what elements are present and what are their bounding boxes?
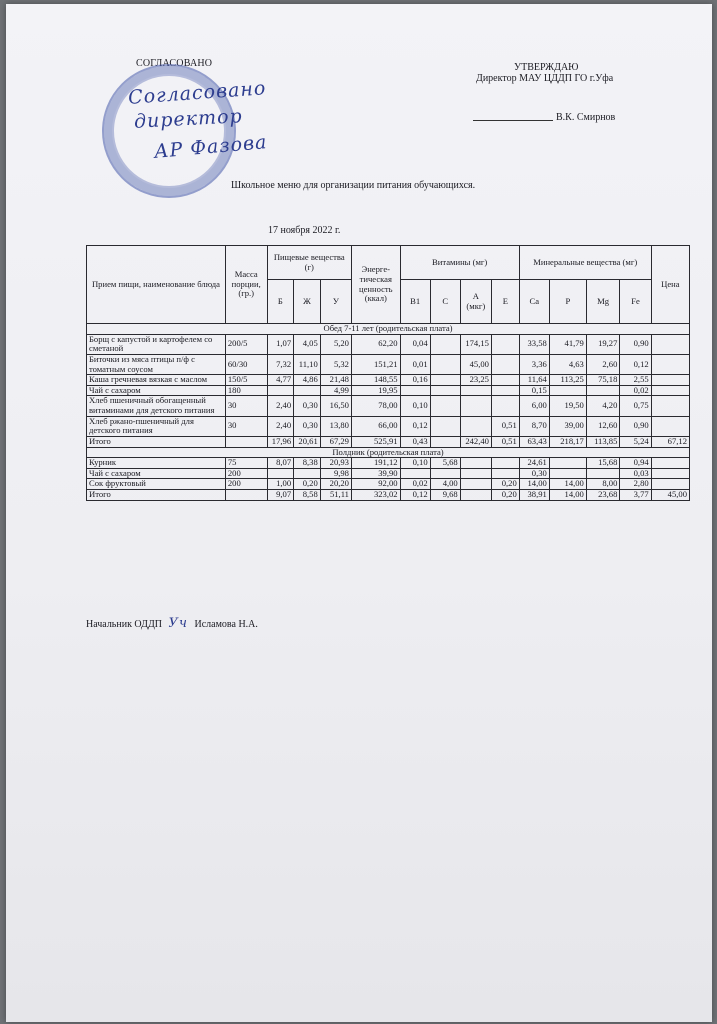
table-cell: 75	[225, 458, 267, 469]
table-cell: 11,64	[519, 375, 549, 386]
table-cell: 38,91	[519, 490, 549, 501]
table-cell: 2,40	[267, 396, 294, 416]
table-cell: 45,00	[651, 490, 689, 501]
table-cell	[460, 385, 491, 396]
header-ca: Са	[519, 280, 549, 324]
table-cell	[491, 334, 519, 354]
table-cell	[651, 468, 689, 479]
header-vit-c: С	[430, 280, 460, 324]
table-cell: 0,51	[491, 436, 519, 447]
table-cell	[430, 334, 460, 354]
table-cell: 8,38	[294, 458, 321, 469]
header-energy: Энерге-тическая ценность (ккал)	[351, 246, 400, 324]
table-cell: 30	[225, 396, 267, 416]
table-cell: 0,01	[400, 354, 430, 374]
menu-table	[86, 245, 690, 501]
table-cell: 200	[225, 468, 267, 479]
table-cell: 75,18	[586, 375, 620, 386]
table-cell	[491, 375, 519, 386]
table-cell	[586, 385, 620, 396]
table-cell: 4,77	[267, 375, 294, 386]
table-row	[87, 416, 690, 436]
table-cell	[491, 354, 519, 374]
table-cell: 30	[225, 416, 267, 436]
table-cell: 39,90	[351, 468, 400, 479]
table-cell: 0,16	[400, 375, 430, 386]
handwritten-signature: Согласовано	[127, 77, 268, 109]
table-cell	[491, 458, 519, 469]
header-meal: Прием пищи, наименование блюда	[87, 246, 226, 324]
dish-name: Итого	[87, 490, 226, 501]
table-cell	[430, 436, 460, 447]
table-cell: 1,00	[267, 479, 294, 490]
table-cell: 0,03	[620, 468, 651, 479]
table-cell: 92,00	[351, 479, 400, 490]
footer-signer-name: Исламова Н.А.	[194, 619, 258, 630]
table-cell: 148,55	[351, 375, 400, 386]
table-cell	[651, 375, 689, 386]
table-cell: 218,17	[549, 436, 586, 447]
table-cell	[460, 468, 491, 479]
header-nutrients: Пищевые вещества (г)	[267, 246, 351, 280]
table-cell: 78,00	[351, 396, 400, 416]
table-cell: 60/30	[225, 354, 267, 374]
table-cell: 0,04	[400, 334, 430, 354]
table-cell: 0,30	[519, 468, 549, 479]
table-cell	[225, 490, 267, 501]
table-row	[87, 490, 690, 501]
table-cell: 11,10	[294, 354, 321, 374]
header-p: Р	[549, 280, 586, 324]
table-cell: 4,63	[549, 354, 586, 374]
table-cell: 0,43	[400, 436, 430, 447]
table-cell: 0,20	[491, 479, 519, 490]
table-cell	[430, 416, 460, 436]
table-cell: 113,85	[586, 436, 620, 447]
document-date: 17 ноября 2022 г.	[268, 225, 341, 236]
table-cell: 0,02	[400, 479, 430, 490]
table-cell: 41,79	[549, 334, 586, 354]
table-cell: 0,20	[294, 479, 321, 490]
table-cell: 14,00	[549, 490, 586, 501]
table-cell: 7,32	[267, 354, 294, 374]
table-cell: 5,24	[620, 436, 651, 447]
table-cell: 19,50	[549, 396, 586, 416]
table-cell: 19,95	[351, 385, 400, 396]
table-row	[87, 436, 690, 447]
table-cell: 51,11	[320, 490, 351, 501]
table-row	[87, 334, 690, 354]
dish-name: Хлеб пшеничный обогащенный витаминами для детского питания	[87, 396, 226, 416]
table-cell: 0,02	[620, 385, 651, 396]
table-cell: 9,07	[267, 490, 294, 501]
table-cell: 0,30	[294, 416, 321, 436]
table-cell	[430, 385, 460, 396]
dish-name: Каша гречневая вязкая с маслом	[87, 375, 226, 386]
table-cell: 14,00	[549, 479, 586, 490]
table-cell: 242,40	[460, 436, 491, 447]
table-cell: 323,02	[351, 490, 400, 501]
table-cell: 113,25	[549, 375, 586, 386]
table-cell: 2,55	[620, 375, 651, 386]
table-cell: 0,90	[620, 416, 651, 436]
table-cell: 8,70	[519, 416, 549, 436]
table-row	[87, 375, 690, 386]
table-cell: 0,20	[491, 490, 519, 501]
header-vitamins: Витамины (мг)	[400, 246, 519, 280]
table-cell: 4,86	[294, 375, 321, 386]
table-cell: 5,32	[320, 354, 351, 374]
table-cell: 4,20	[586, 396, 620, 416]
table-row	[87, 458, 690, 469]
header-fe: Fe	[620, 280, 651, 324]
section-title: Обед 7-11 лет (родительская плата)	[87, 324, 690, 335]
table-cell: 16,50	[320, 396, 351, 416]
table-cell: 9,68	[430, 490, 460, 501]
header-minerals: Минеральные вещества (мг)	[519, 246, 651, 280]
footer-handwritten-signature: Уч	[168, 616, 188, 631]
table-cell: 19,27	[586, 334, 620, 354]
table-cell: 2,80	[620, 479, 651, 490]
document-page	[6, 4, 712, 1022]
table-cell	[430, 396, 460, 416]
table-cell	[400, 468, 430, 479]
table-cell: 0,75	[620, 396, 651, 416]
table-row	[87, 385, 690, 396]
approval-right-label: УТВЕРЖДАЮ	[514, 62, 579, 73]
dish-name: Борщ с капустой и картофелем со сметаной	[87, 334, 226, 354]
dish-name: Хлеб ржано-пшеничный для детского питания	[87, 416, 226, 436]
table-cell	[651, 416, 689, 436]
table-cell: 0,15	[519, 385, 549, 396]
table-cell	[294, 468, 321, 479]
table-cell	[267, 385, 294, 396]
table-cell: 14,00	[519, 479, 549, 490]
header-mass: Масса порции, (гр.)	[225, 246, 267, 324]
table-cell: 0,30	[294, 396, 321, 416]
table-cell	[651, 354, 689, 374]
table-cell: 525,91	[351, 436, 400, 447]
table-cell: 0,90	[620, 334, 651, 354]
table-cell: 67,12	[651, 436, 689, 447]
table-cell	[651, 458, 689, 469]
table-cell	[294, 385, 321, 396]
table-cell: 17,96	[267, 436, 294, 447]
dish-name: Сок фруктовый	[87, 479, 226, 490]
table-cell: 151,21	[351, 354, 400, 374]
table-row	[87, 354, 690, 374]
table-cell	[549, 468, 586, 479]
table-cell	[651, 334, 689, 354]
table-cell: 8,00	[586, 479, 620, 490]
table-cell: 3,77	[620, 490, 651, 501]
table-cell: 6,00	[519, 396, 549, 416]
table-cell	[460, 458, 491, 469]
table-cell	[460, 490, 491, 501]
table-cell	[491, 385, 519, 396]
dish-name: Курник	[87, 458, 226, 469]
table-cell: 0,94	[620, 458, 651, 469]
dish-name: Биточки из мяса птицы п/ф с томатным соусом	[87, 354, 226, 374]
table-cell: 9,98	[320, 468, 351, 479]
table-cell	[586, 468, 620, 479]
table-cell	[225, 436, 267, 447]
table-cell: 0,12	[400, 416, 430, 436]
table-cell: 8,58	[294, 490, 321, 501]
table-cell	[430, 354, 460, 374]
table-cell: 174,15	[460, 334, 491, 354]
table-cell: 200	[225, 479, 267, 490]
table-cell	[491, 468, 519, 479]
table-cell: 33,58	[519, 334, 549, 354]
approval-left-label: СОГЛАСОВАНО	[136, 58, 213, 69]
table-cell: 4,00	[430, 479, 460, 490]
table-cell: 0,12	[400, 490, 430, 501]
table-cell: 66,00	[351, 416, 400, 436]
menu-table-body	[87, 324, 690, 501]
table-cell: 21,48	[320, 375, 351, 386]
section-row	[87, 324, 690, 335]
table-cell	[549, 458, 586, 469]
table-cell: 20,20	[320, 479, 351, 490]
table-cell: 4,99	[320, 385, 351, 396]
table-cell	[460, 479, 491, 490]
signature-line	[473, 120, 553, 121]
table-cell	[491, 396, 519, 416]
table-cell: 5,68	[430, 458, 460, 469]
header-fat: Ж	[294, 280, 321, 324]
table-cell: 4,05	[294, 334, 321, 354]
table-cell: 8,07	[267, 458, 294, 469]
table-cell: 2,40	[267, 416, 294, 436]
table-cell: 24,61	[519, 458, 549, 469]
handwritten-signature: АР Фазова	[153, 131, 269, 163]
header-vit-b1: В1	[400, 280, 430, 324]
table-cell: 20,61	[294, 436, 321, 447]
handwritten-signature: директор	[133, 105, 244, 133]
table-cell: 13,80	[320, 416, 351, 436]
table-cell: 63,43	[519, 436, 549, 447]
approver-position: Директор МАУ ЦДДП ГО г.Уфа	[476, 73, 614, 84]
table-cell: 3,36	[519, 354, 549, 374]
header-carbs: У	[320, 280, 351, 324]
table-cell: 0,51	[491, 416, 519, 436]
table-row	[87, 396, 690, 416]
header-vit-a: А (мкг)	[460, 280, 491, 324]
footer-signature	[86, 616, 258, 631]
section-title: Полдник (родительская плата)	[87, 447, 690, 458]
table-cell	[430, 468, 460, 479]
table-cell	[651, 396, 689, 416]
table-cell: 23,25	[460, 375, 491, 386]
table-cell	[460, 396, 491, 416]
table-cell: 12,60	[586, 416, 620, 436]
table-row	[87, 479, 690, 490]
table-cell: 200/5	[225, 334, 267, 354]
table-cell	[267, 468, 294, 479]
document-title: Школьное меню для организации питания обучающихся.	[231, 180, 476, 191]
table-cell: 67,29	[320, 436, 351, 447]
table-cell: 150/5	[225, 375, 267, 386]
header-vit-e: Е	[491, 280, 519, 324]
table-cell	[430, 375, 460, 386]
approver-name: В.К. Смирнов	[556, 112, 616, 123]
table-cell: 180	[225, 385, 267, 396]
table-cell	[651, 385, 689, 396]
dish-name: Чай с сахаром	[87, 385, 226, 396]
table-cell: 0,10	[400, 396, 430, 416]
header-mg: Mg	[586, 280, 620, 324]
table-cell: 45,00	[460, 354, 491, 374]
table-cell: 0,12	[620, 354, 651, 374]
dish-name: Чай с сахаром	[87, 468, 226, 479]
footer-position: Начальник ОДДП	[86, 619, 163, 630]
section-row	[87, 447, 690, 458]
table-cell: 0,10	[400, 458, 430, 469]
table-cell	[460, 416, 491, 436]
table-cell: 39,00	[549, 416, 586, 436]
table-cell: 23,68	[586, 490, 620, 501]
table-cell: 15,68	[586, 458, 620, 469]
table-cell: 2,60	[586, 354, 620, 374]
table-cell	[549, 385, 586, 396]
table-cell	[651, 479, 689, 490]
table-cell: 62,20	[351, 334, 400, 354]
header-price: Цена	[651, 246, 689, 324]
table-cell: 1,07	[267, 334, 294, 354]
table-row	[87, 468, 690, 479]
table-cell: 20,93	[320, 458, 351, 469]
table-cell: 5,20	[320, 334, 351, 354]
table-cell: 191,12	[351, 458, 400, 469]
dish-name: Итого	[87, 436, 226, 447]
header-protein: Б	[267, 280, 294, 324]
table-cell	[400, 385, 430, 396]
